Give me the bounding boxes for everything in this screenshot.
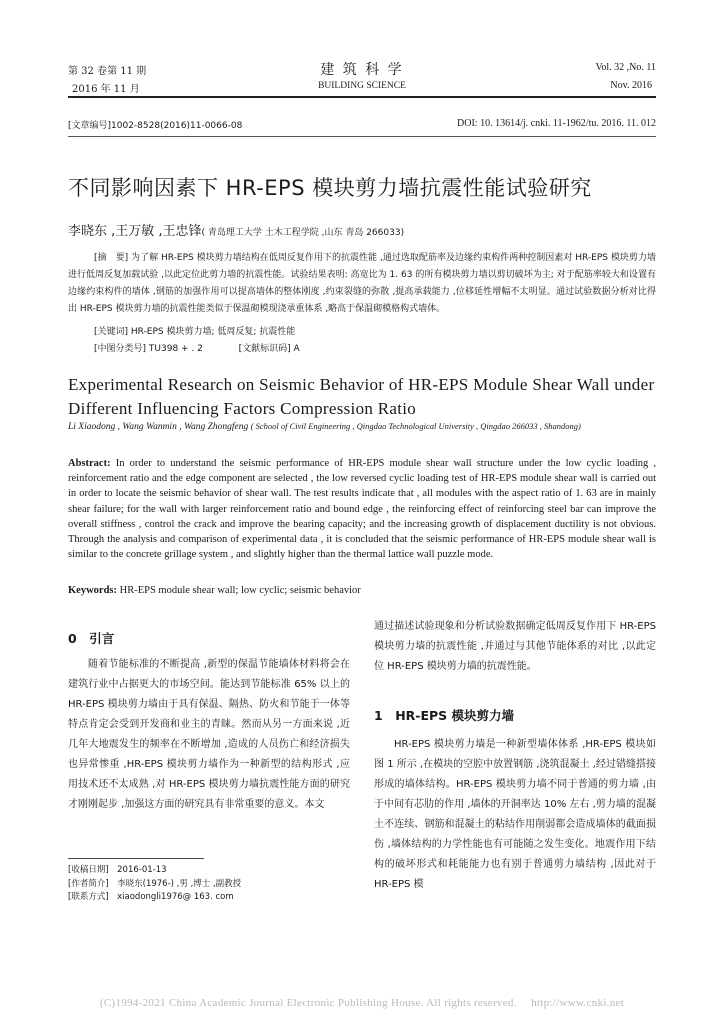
right-intro-paragraph: 通过描述试验现象和分析试验数据确定低周反复作用下 HR-EPS 模块剪力墙的抗震性能 ,并通过与其他节能体系的对比 ,以此定位 HR-EPS 模块剪力墙的抗震性能。 bbox=[374, 621, 656, 672]
article-number: [文章编号]1002-8528(2016)11-0066-08 bbox=[68, 121, 243, 131]
keywords-en-text: HR-EPS module shear wall; low cyclic; seismic behavior bbox=[119, 585, 361, 596]
section-0-heading: 0 引言 bbox=[68, 631, 115, 646]
abstract-en-text: In order to understand the seismic performance of HR-EPS module shear wall structure under the low cyclic loading , reinforcement ratio and the edge component are selected , the low reversed cyclic loading test of HR-EPS module shear wall is carried out in order to locate the seismic behavior of shear wall. The test results indicate that , all modules with the aspect ratio of 1. 63 are in mainly shear failure; for the wall with larger reinforcement ratio and bound edge , the reinforcing effect of reinforcing steel bar can improve the overall stiffness , control the crack and improve the bearing capacity; and the increasing growth of displacement ductility is not obvious. Through the analysis and comparison of experimental data , it is concluded that the seismic performance of HR-EPS module shear wall is similar to the concrete grillage system , and slightly higher than the thermal lattice wall puzzle mode. bbox=[68, 458, 657, 561]
abstract-en bbox=[68, 456, 656, 562]
classification-cn bbox=[94, 341, 654, 358]
abstract-en-label: Abstract: bbox=[68, 458, 111, 469]
footnotes bbox=[68, 864, 350, 905]
date-cn: 2016 年 11 月 bbox=[72, 84, 140, 95]
journal-name-en: BUILDING SCIENCE bbox=[318, 81, 406, 91]
abstract-cn bbox=[68, 250, 656, 318]
clc-value: TU398 + . 2 bbox=[148, 344, 203, 354]
affiliation-cn: ( 青岛理工大学 土木工程学院 ,山东 青岛 266033) bbox=[201, 228, 405, 238]
contact-email: [联系方式] xiaodongli1976@ 163. com bbox=[68, 892, 234, 902]
keywords-cn-text: HR-EPS 模块剪力墙; 低周反复; 抗震性能 bbox=[130, 327, 296, 337]
paper-title-cn: 不同影响因素下 HR-EPS 模块剪力墙抗震性能试验研究 bbox=[68, 176, 592, 200]
keywords-cn bbox=[94, 324, 654, 341]
authors-block-en bbox=[68, 418, 656, 435]
affiliation-en: ( School of Civil Engineering , Qingdao Technological University , Qingdao 266033 , Shandong) bbox=[250, 421, 581, 431]
keywords-en bbox=[68, 583, 656, 598]
authors-en: Li Xiaodong , Wang Wanmin , Wang Zhongfeng bbox=[68, 422, 249, 432]
section-0-paragraph: 随着节能标准的不断提高 ,新型的保温节能墙体材料将会在建筑行业中占据更大的市场空间。能达到节能标准 65% 以上的 HR-EPS 模块剪力墙由于具有保温、隔热、防火和节能于一体等特点肯定会受到开发商和业主的青睐。然而从另一方面来说 ,近几年大地震发生的频率在不断增加 ,造成的人员伤亡和经济损失也异常惨重 ,HR-EPS 模块剪力墙作为一种新型的结构形式 ,应用技术还不太成熟 ,对 HR-EPS 模块剪力墙抗震性能方面的研究才刚刚起步 ,加强这方面的研究具有非常重要的意义。本文 bbox=[68, 659, 350, 810]
section-1-paragraph: HR-EPS 模块剪力墙是一种新型墙体体系 ,HR-EPS 模块如图 1 所示 ,在模块的空腔中放置钢筋 ,浇筑混凝土 ,经过错缝搭接形成的墙体结构。HR-EPS 模块剪力墙不同于普通的剪力墙 ,由于中间有芯肋的作用 ,墙体的开洞率达 10% 左右 ,剪力墙的混凝土不连续、钢筋和混凝土的粘结作用削弱都会造成墙体的截面损伤 ,墙体结构的力学性能也有可能随之发生变化。地震作用下结构的破坏形式和耗能能力也有别于普通剪力墙结构 ,因此对于 HR-EPS 模 bbox=[374, 739, 656, 890]
keywords-cn-label: [关键词] bbox=[94, 327, 129, 337]
abstract-cn-label: [摘 要] bbox=[94, 253, 129, 263]
clc-label: [中图分类号] bbox=[94, 344, 147, 354]
author-bio: [作者简介] 李晓东(1976-) ,男 ,博士 ,副教授 bbox=[68, 878, 242, 889]
journal-name-cn: 建 筑 科 学 bbox=[320, 62, 404, 78]
header-rule bbox=[68, 96, 656, 98]
received-date: [收稿日期] 2016-01-13 bbox=[68, 865, 167, 875]
paper-title-en: Experimental Research on Seismic Behavior of HR-EPS Module Shear Wall under Different Influencing Factors Compression Ratio bbox=[68, 375, 655, 418]
doc-code-value: A bbox=[293, 344, 300, 354]
keywords-en-label: Keywords: bbox=[68, 585, 117, 596]
footnote-rule bbox=[68, 858, 204, 859]
doi: DOI: 10. 13614/j. cnki. 11-1962/tu. 2016. 11. 012 bbox=[457, 118, 656, 129]
doc-code-label: [文献标识码] bbox=[238, 344, 291, 354]
meta-rule bbox=[68, 136, 656, 137]
copyright-watermark: (C)1994-2021 China Academic Journal Electronic Publishing House. All rights reserved. http://www.cnki.net bbox=[99, 997, 625, 1009]
volume-issue-en: Vol. 32 ,No. 11 bbox=[595, 62, 656, 73]
section-1-heading: 1 HR-EPS 模块剪力墙 bbox=[374, 708, 515, 723]
authors-block-cn bbox=[68, 220, 668, 239]
date-en: Nov. 2016 bbox=[610, 80, 652, 91]
authors-cn: 李晓东 ,王万敏 ,王忠锋 bbox=[68, 224, 202, 239]
abstract-cn-text: 为了解 HR-EPS 模块剪力墙结构在低周反复作用下的抗震性能 ,通过选取配筋率及边缘约束构件两种控制因素对 HR-EPS 模块剪力墙进行低周反复加载试验 ,以此定位此剪力墙的抗震性能。试验结果表明: 高宽比为 1. 63 的所有模块剪力墙以剪切破坏为主; 对于配筋率较大和设置有边缘约束构件的墙体 ,钢筋的加强作用可以提高墙体的整体刚度 ,约束裂缝的弥散 ,提高承载能力 ,位移延性增幅不太明显。通过试验数据分析对比得出 HR-EPS 模块剪力墙的抗震性能类似于保温砌模现浇承重体系 ,略高于保温砌模格构式墙体。 bbox=[68, 253, 656, 314]
volume-issue-cn: 第 32 卷第 11 期 bbox=[68, 66, 147, 77]
